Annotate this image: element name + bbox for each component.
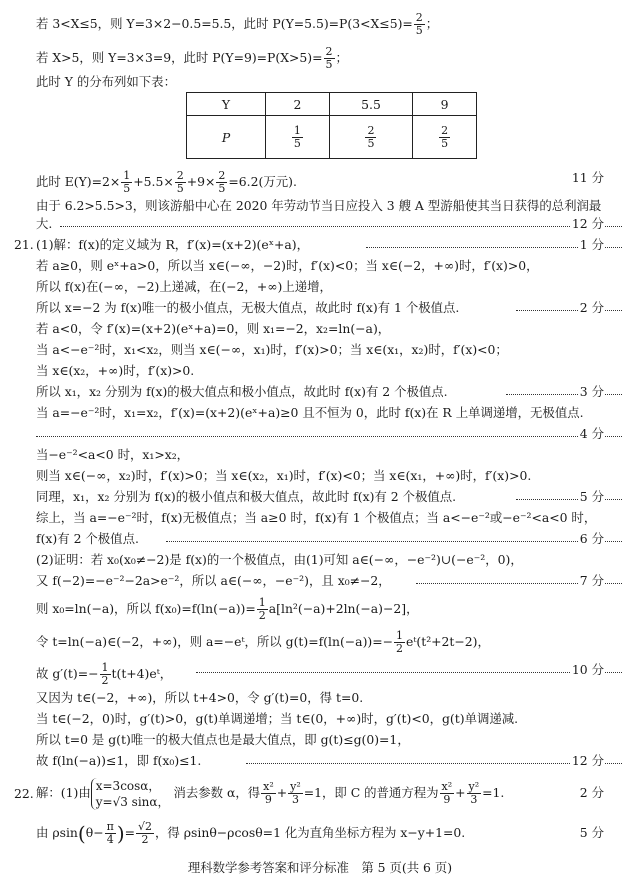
equation-system: x=3cosα， y=√3 sinα， [91, 778, 170, 810]
q21-line: f(x)有 2 个极值点. 6 分 [36, 531, 622, 546]
q21-line: 又 f(−2)=−e⁻²−2a>e⁻²，所以 a∈(−∞，−e⁻²)，且 x₀≠−2， 7 分 [36, 573, 622, 588]
score-mark: 1 分 [579, 237, 604, 252]
q21-line: 当 x∈(x₂，+∞)时，f′(x)>0. [36, 363, 195, 378]
score-mark: 3 分 [579, 384, 604, 399]
score-mark: 7 分 [579, 573, 604, 588]
q21-line: 综上，当 a=−e⁻²时，f(x)无极值点；当 a≥0 时，f(x)有 1 个极值点；当 a<−e⁻²或−e⁻²<a<0 时， [36, 510, 597, 525]
q22-line: 由 ρsin(θ− $\frac{\pi}{4}$ )= $\frac{√2}{2}$ ，得 ρsinθ−ρcosθ=1 化为直角坐标方程为 x−y+1=0. 5 分 [36, 820, 604, 846]
expectation-line: 此时 E(Y)=2× $\frac{1}{5}$ +5.5× $\frac{2}{5}$ +9× $\frac{2}{5}$ =6.2(万元). 11 分 [36, 169, 604, 195]
q21-line: 当 a<−e⁻²时，x₁<x₂，则当 x∈(−∞，x₁)时，f′(x)>0；当 x∈(x₁，x₂)时，f′(x)<0； [36, 342, 508, 357]
score-mark: 2 分 [578, 776, 604, 810]
question-number: 22. [14, 786, 34, 801]
score-mark: 5 分 [579, 489, 604, 504]
fraction: $\frac{2}{5}$ [415, 11, 423, 37]
q21-line: (2)证明：若 x₀(x₀≠−2)是 f(x)的一个极值点，由(1)可知 a∈(−∞，−e⁻²)∪(−e⁻²，0)， [36, 552, 523, 567]
distribution-table [186, 92, 477, 159]
score-mark: 12 分 [571, 216, 604, 231]
table-cell: Y [187, 93, 266, 116]
score-mark: 4 分 [579, 426, 604, 441]
q21-line: 所以 x₁，x₂ 分别为 f(x)的极大值点和极小值点，故此时 f(x)有 2 个极值点. 3 分 [36, 384, 622, 399]
q21-line: 当−e⁻²<a<0 时，x₁>x₂， [36, 447, 190, 462]
table-cell: $\frac{2}{5}$ [413, 116, 477, 159]
score-mark: 5 分 [578, 818, 604, 848]
table-cell: 9 [413, 93, 477, 116]
conclusion-line-2: 大. 12 分 [36, 216, 622, 231]
q21-line: 同理，x₁，x₂ 分别为 f(x)的极小值点和极大值点，故此时 f(x)有 2 个极值点. 5 分 [36, 489, 622, 504]
q21-line: (1)解：f(x)的定义域为 R，f′(x)=(x+2)(eˣ+a)， 1 分 [36, 237, 622, 252]
line-y-9: 若 X>5，则 Y=3×3=9，此时 P(Y=9)=P(X>5)= $\frac{2}{5}$ ； [36, 45, 348, 71]
table-intro: 此时 Y 的分布列如下表： [36, 74, 176, 89]
fraction: $\frac{2}{5}$ [325, 45, 333, 71]
table-row [187, 116, 477, 159]
q21-line: 则当 x∈(−∞，x₂)时，f′(x)>0；当 x∈(x₂，x₁)时，f′(x)<0；当 x∈(x₁，+∞)时，f′(x)>0. [36, 468, 532, 483]
q21-line: 当 a=−e⁻²时，x₁=x₂，f′(x)=(x+2)(eˣ+a)≥0 且不恒为 0，此时 f(x)在 R 上单调递增，无极值点. [36, 405, 584, 420]
q21-line: 所以 x=−2 为 f(x)唯一的极小值点，无极大值点，故此时 f(x)有 1 个极值点. 2 分 [36, 300, 622, 315]
table-cell: $\frac{1}{5}$ [266, 116, 330, 159]
question-number: 21. [14, 237, 34, 252]
table-cell: 2 [266, 93, 330, 116]
table-row [187, 93, 477, 116]
q21-line: 若 a≥0，则 eˣ+a>0，所以当 x∈(−∞，−2)时，f′(x)<0；当 x∈(−2，+∞)时，f′(x)>0， [36, 258, 539, 273]
page-footer: 理科数学参考答案和评分标准 第 5 页(共 6 页) [187, 860, 453, 875]
score-mark: 12 分 [571, 753, 604, 768]
table-cell: $\frac{2}{5}$ [329, 116, 412, 159]
q21-line: 当 t∈(−2，0)时，g′(t)>0，g(t)单调递增；当 t∈(0，+∞)时，g′(t)<0，g(t)单调递减. [36, 711, 519, 726]
q22-line: 解：(1)由 x=3cosα， y=√3 sinα， 消去参数 α，得 $\frac{\text{x²}}{9}$ + $\frac{\text{y²}}{3}$ =1，即 C 的普通方程为 $\frac{\text{x²}}{9}$ + $\frac{\text{y²}}{3}$ =1. 2 分 [36, 776, 622, 810]
score-mark: 2 分 [579, 300, 604, 315]
score-mark: 10 分 [571, 662, 604, 677]
q21-line: 所以 f(x)在(−∞，−2)上递减，在(−2，+∞)上递增， [36, 279, 332, 294]
score-mark: 6 分 [579, 531, 604, 546]
q21-line: 又因为 t∈(−2，+∞)，所以 t+4>0，令 g′(t)=0，得 t=0. [36, 690, 364, 705]
score-mark: 11 分 [571, 170, 604, 185]
q21-line: 则 x₀=ln(−a)，所以 f(x₀)=f(ln(−a))= $\frac{1}{2}$ a[ln²(−a)+2ln(−a)−2]， [36, 596, 419, 622]
conclusion-line: 由于 6.2>5.5>3，则该游船中心在 2020 年劳动节当日应投入 3 艘 A 型游船使其当日获得的总利润最 [36, 198, 602, 213]
q21-line: 故 g′(t)=− $\frac{1}{2}$ t(t+4)eᵗ， 10 分 [36, 662, 622, 687]
q21-line: 令 t=ln(−a)∈(−2，+∞)，则 a=−eᵗ，所以 g(t)=f(ln(−a))=− $\frac{1}{2}$ eᵗ(t²+2t−2)， [36, 629, 490, 655]
table-cell: P [187, 116, 266, 159]
q21-line: 所以 t=0 是 g(t)唯一的极大值点也是最大值点，即 g(t)≤g(0)=1， [36, 732, 410, 747]
text: 若 X>5，则 Y=3×3=9，此时 P(Y=9)=P(X>5)= [36, 50, 323, 65]
line-y-5-5: 若 3<X≤5，则 Y=3×2−0.5=5.5，此时 P(Y=5.5)=P(3<X≤5)= $\frac{2}{5}$ ； [36, 11, 439, 37]
q21-line: 若 a<0，令 f′(x)=(x+2)(eˣ+a)=0，则 x₁=−2，x₂=ln(−a)， [36, 321, 391, 336]
q21-line: 故 f(ln(−a))≤1，即 f(x₀)≤1. 12 分 [36, 753, 622, 768]
text: 若 3<X≤5，则 Y=3×2−0.5=5.5，此时 P(Y=5.5)=P(3<X≤5)= [36, 16, 413, 31]
table-cell: 5.5 [329, 93, 412, 116]
